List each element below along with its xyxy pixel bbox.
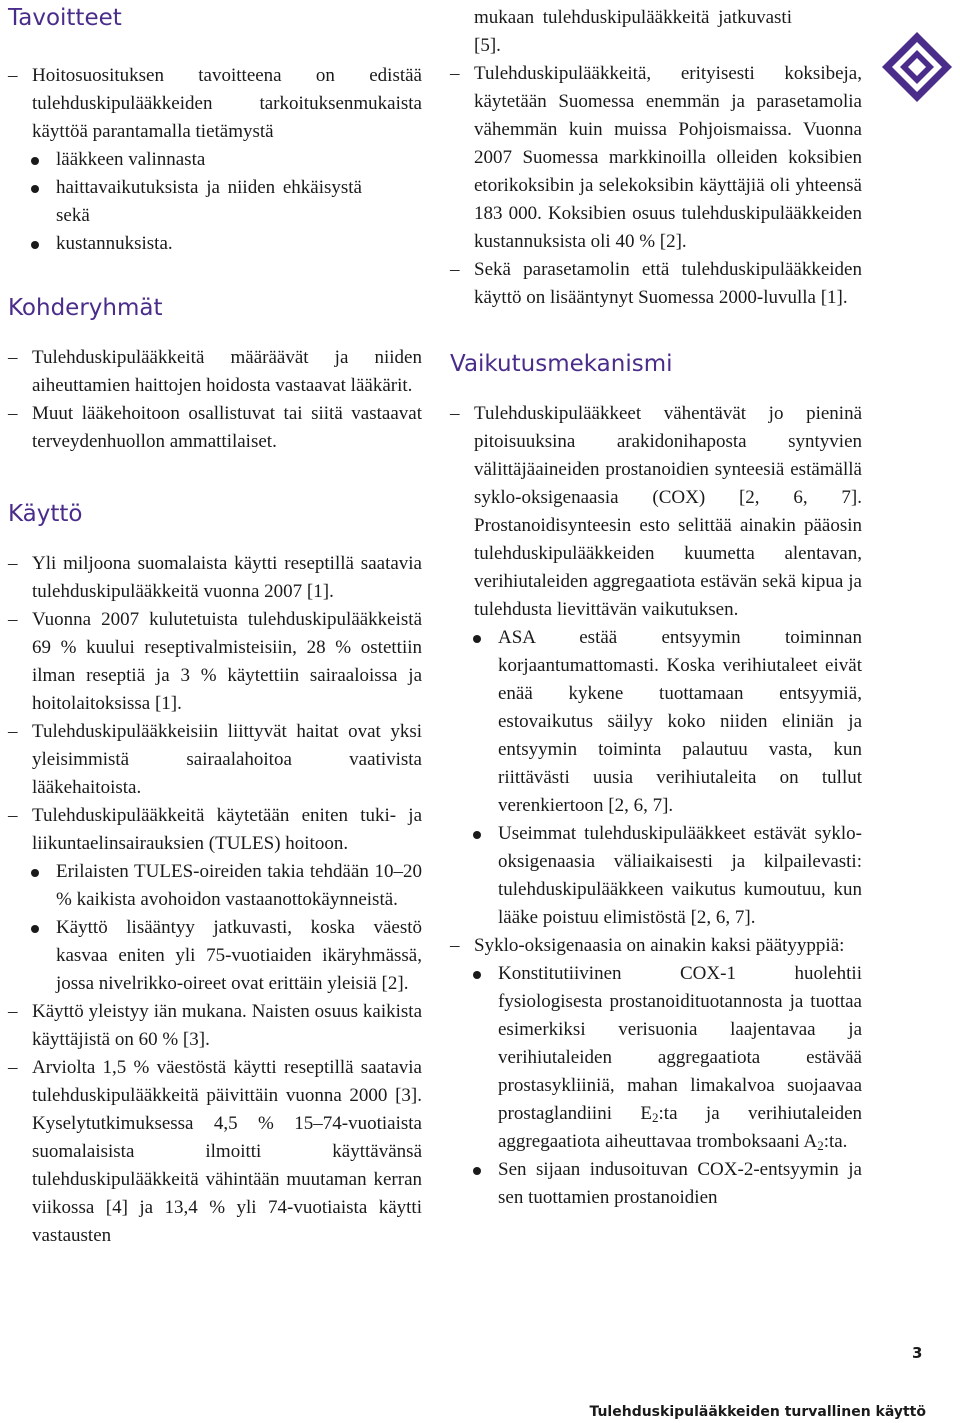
list-item: Konstitutiivinen COX-1 huolehtii fysiologisesta prostanoidituotannosta ja tuottaa esimerkiksi verisuonia laajentavaa ja verihiutaleiden aggregaatiota estävää prostasykliiniä, mahan limakalvoa suojaavaa prostaglandiini $E_2:ta$ ja verihiutaleiden aggregaatiota aiheuttavaa tromboksaani $A_2:ta$.	[450, 960, 862, 1156]
list-item: – Hoitosuosituksen tavoitteena on edistää tulehduskipulääkkeiden tarkoituksenmukaista käyttöä parantamalla tietämystä	[8, 65, 422, 142]
list-item: – Sekä parasetamolin että tulehduskipulääkkeiden käyttö on lisääntynyt Suomessa 2000-luvulla [1].	[450, 259, 862, 308]
heading-vaikutusmekanismi: Vaikutusmekanismi	[450, 351, 673, 377]
list-item: – Syklo-oksigenaasia on ainakin kaksi päätyyppiä:	[450, 935, 845, 956]
list-item: – Vuonna 2007 kulutetuista tulehduskipulääkkeistä 69 % kuului reseptivalmisteisiin, 28 % ostettiin ilman reseptiä ja 3 % käytettiin sairaaloissa ja hoitolaitoksissa [1].	[8, 609, 422, 714]
heading-tavoitteet: Tavoitteet	[8, 5, 122, 31]
list-item: haittavaikutuksista ja niiden ehkäisystä sekä	[8, 174, 422, 230]
left-column	[8, 0, 422, 1250]
list-item: – Tulehduskipulääkkeitä käytetään eniten tuki- ja liikuntaelinsairauksien (TULES) hoitoon.	[8, 805, 422, 854]
list-item: – Yli miljoona suomalaista käytti reseptillä saatavia tulehduskipulääkkeitä vuonna 2007 [1].	[8, 553, 422, 602]
list-item: Käyttö lisääntyy jatkuvasti, koska väestö kasvaa eniten yli 75-vuotiaiden ikäryhmässä, jossa nivelrikko-oireet ovat erittäin yleisiä [2].	[8, 914, 422, 998]
list-item: – Tulehduskipulääkkeitä, erityisesti koksibeja, käytetään Suomessa enemmän ja parasetamolia vähemmän kuin muissa Pohjoismaissa. Vuonna 2007 Suomessa markkinoilla olleiden koksibien etorikoksibin ja selekoksibin käyttäjiä oli yhteensä 183 000. Koksibien osuus tulehduskipulääkkeiden kustannuksista oli 40 % [2].	[450, 63, 862, 252]
list-item: ASA estää entsyymin toiminnan korjaantumattomasti. Koska verihiutaleet eivät enää kykene tuottamaan entsyymiä, estovaikutus säilyy koko niiden eliniän ja entsyymin toiminta palautuu vasta, kun riittävästi uusia verihiutaleita on tullut verenkiertoon [2, 6, 7].	[450, 624, 862, 820]
list-item: Sen sijaan indusoituvan COX-2-entsyymin ja sen tuottamien prostanoidien	[450, 1156, 862, 1212]
heading-kohderyhmat: Kohderyhmät	[8, 295, 163, 321]
list-item: – Tulehduskipulääkkeitä määräävät ja niiden aiheuttamien haittojen hoidosta vastaavat lääkärit.	[8, 347, 422, 396]
list-item: – Käyttö yleistyy iän mukana. Naisten osuus kaikista käyttäjistä on 60 % [3].	[8, 1001, 422, 1050]
list-item: – Muut lääkehoitoon osallistuvat tai siitä vastaavat terveydenhuollon ammattilaiset.	[8, 403, 422, 452]
list-item: Useimmat tulehduskipulääkkeet estävät syklo-oksigenaasia väliaikaisesti ja kilpailevasti: tulehduskipulääkkeen vaikutus kumoutuu, kun lääke poistuu elimistöstä [2, 6, 7].	[450, 820, 862, 932]
page-number: 3	[912, 1344, 923, 1362]
list-item: – Arviolta 1,5 % väestöstä käytti reseptillä saatavia tulehduskipulääkkeitä päivittäin vuonna 2000 [3]. Kyselytutkimuksessa 4,5 % 15–74-vuotiaista suomalaisista ilmoitti käyttävänsä tulehduskipulääkkeitä vähintään muutaman kerran viikossa [4] ja 13,4 % yli 74-vuotiaista käytti vastausten	[8, 1057, 422, 1246]
list-item: lääkkeen valinnasta	[8, 146, 422, 174]
list-item: Erilaisten TULES-oireiden takia tehdään 10–20 % kaikista avohoidon vastaanottokäynneistä.	[8, 858, 422, 914]
right-column	[450, 4, 862, 1212]
heading-kaytto: Käyttö	[8, 501, 83, 527]
diamond-logo-icon	[880, 30, 954, 104]
footer-title: Tulehduskipulääkkeiden turvallinen käyttö	[589, 1404, 926, 1420]
list-item: kustannuksista.	[8, 230, 422, 258]
continuation-text: mukaan tulehduskipulääkkeitä jatkuvasti [5].	[474, 7, 792, 56]
list-item: – Tulehduskipulääkkeet vähentävät jo pieninä pitoisuuksina arakidonihaposta syntyvien välittäjäaineiden prostanoidien synteesiä estämällä syklo-oksigenaasia (COX) [2, 6, 7]. Prostanoidisynteesin esto selittää ainakin pääosin tulehduskipulääkkeiden kuumetta alentavan, verihiutaleiden aggregaatiota estävän sekä kipua ja tulehdusta lievittävän vaikutuksen.	[450, 403, 862, 620]
list-item: – Tulehduskipulääkkeisiin liittyvät haitat ovat yksi yleisimmistä sairaalahoitoa vaativista lääkehaitoista.	[8, 721, 422, 798]
